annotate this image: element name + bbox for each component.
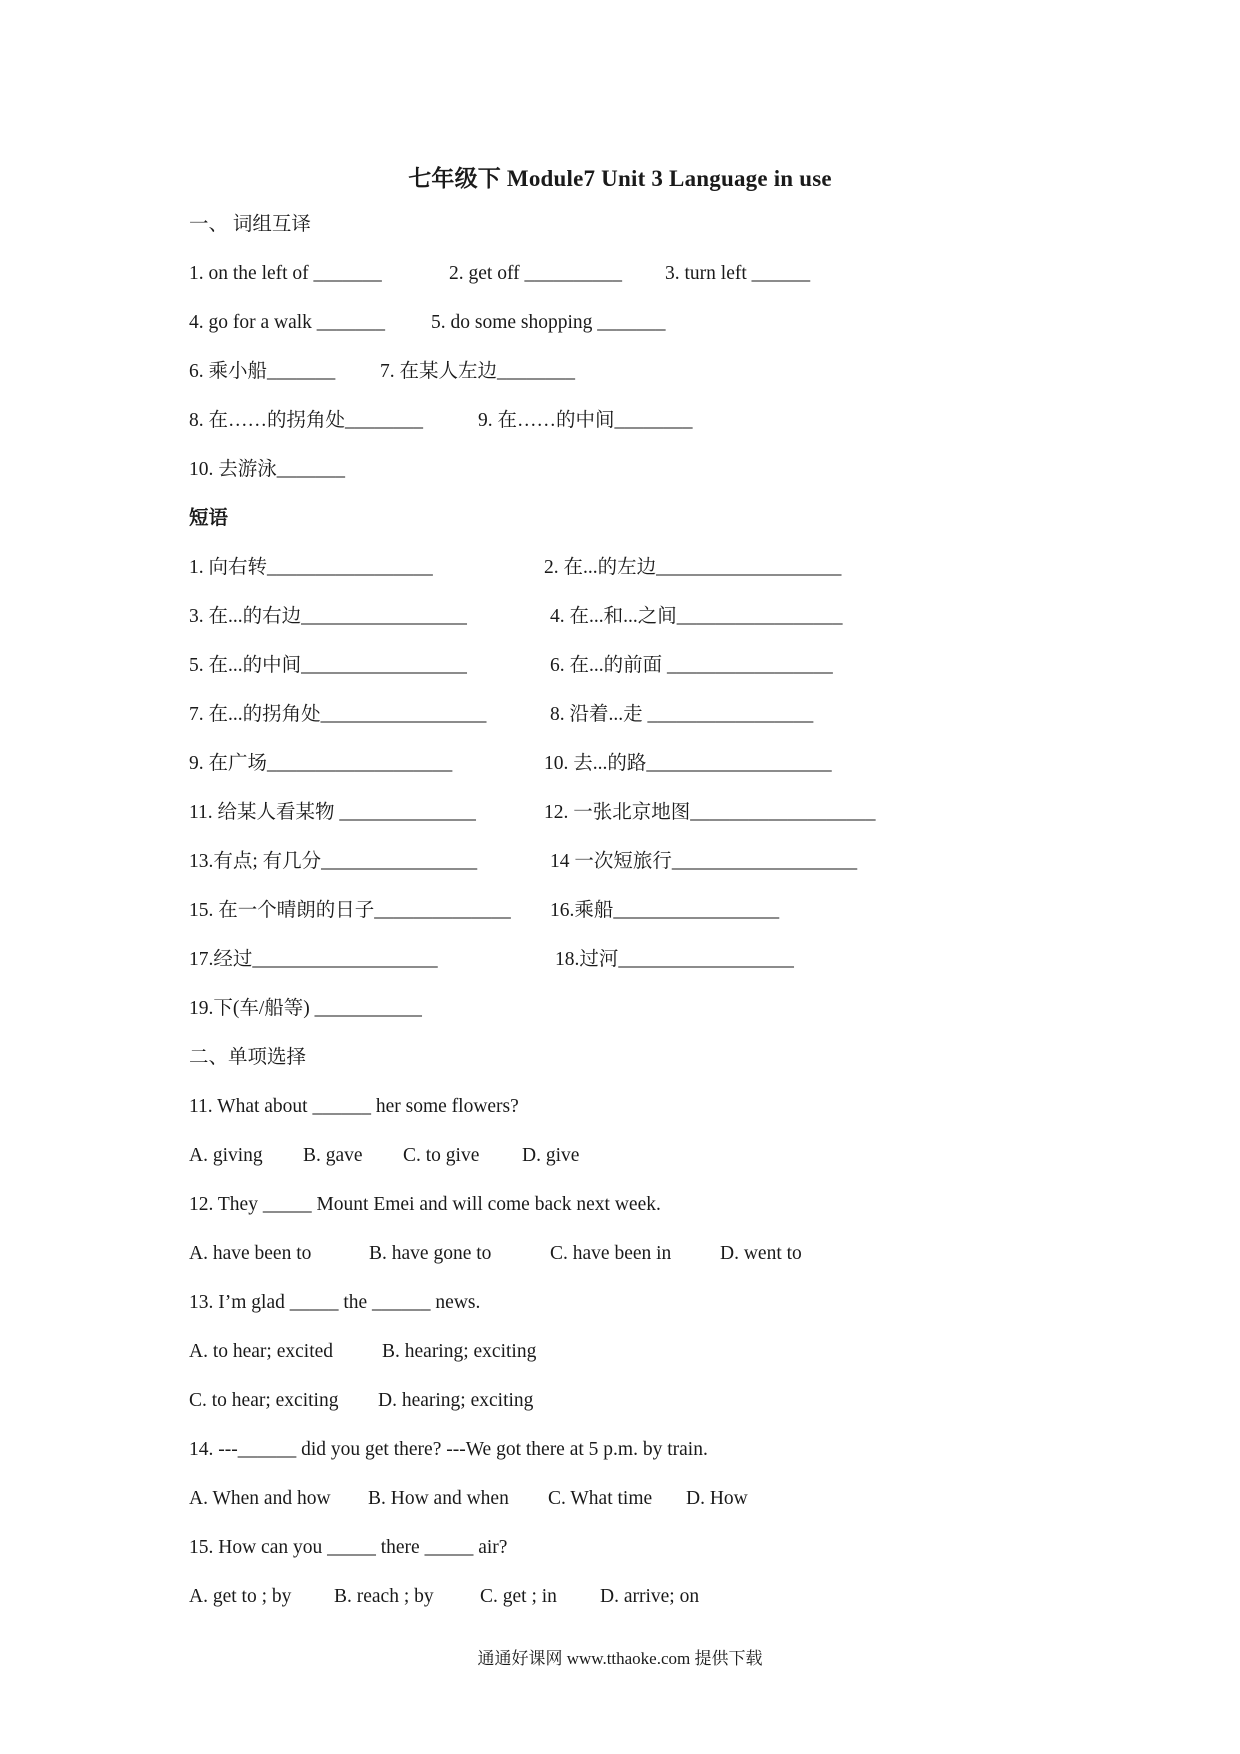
list-item: 19.下(车/船等) ___________ [189, 998, 422, 1019]
list-item: 3. turn left ______ [665, 263, 811, 284]
question-option: A. to hear; excited [189, 1341, 334, 1362]
section1-heading: 一、 词组互译 [189, 214, 311, 235]
list-item: 18.过河__________________ [555, 949, 794, 970]
list-item: 9. 在……的中间________ [478, 410, 693, 431]
question-option: B. hearing; exciting [382, 1341, 537, 1362]
section2-heading: 二、单项选择 [189, 1047, 307, 1068]
question-option: C. What time [548, 1488, 653, 1509]
question-option: B. have gone to [369, 1243, 492, 1264]
question-stem: 12. They _____ Mount Emei and will come back next week. [189, 1194, 661, 1215]
question-option: C. to give [403, 1145, 480, 1166]
page-footer: 通通好课网 www.tthaoke.com 提供下载 [477, 1649, 763, 1668]
question-option: D. How [686, 1488, 748, 1509]
question-option: B. gave [303, 1145, 363, 1166]
list-item: 10. 去...的路___________________ [544, 753, 832, 774]
list-item: 2. 在...的左边___________________ [544, 557, 842, 578]
phrases-heading: 短语 [189, 508, 229, 529]
question-option: D. hearing; exciting [378, 1390, 534, 1411]
list-item: 16.乘船_________________ [550, 900, 780, 921]
list-item: 15. 在一个晴朗的日子______________ [189, 900, 511, 921]
list-item: 4. 在...和...之间_________________ [550, 606, 843, 627]
list-item: 5. 在...的中间_________________ [189, 655, 467, 676]
list-item: 7. 在某人左边________ [380, 361, 576, 382]
page-title: 七年级下 Module7 Unit 3 Language in use [408, 166, 832, 191]
list-item: 8. 在……的拐角处________ [189, 410, 424, 431]
question-option: A. have been to [189, 1243, 312, 1264]
question-option: D. went to [720, 1243, 802, 1264]
question-option: C. get ; in [480, 1586, 557, 1607]
list-item: 2. get off __________ [449, 263, 622, 284]
list-item: 9. 在广场___________________ [189, 753, 453, 774]
question-stem: 11. What about ______ her some flowers? [189, 1096, 519, 1117]
question-option: D. arrive; on [600, 1586, 700, 1607]
question-option: A. When and how [189, 1488, 331, 1509]
list-item: 6. 在...的前面 _________________ [550, 655, 833, 676]
list-item: 11. 给某人看某物 ______________ [189, 802, 476, 823]
list-item: 4. go for a walk _______ [189, 312, 386, 333]
question-stem: 15. How can you _____ there _____ air? [189, 1537, 508, 1558]
question-option: D. give [522, 1145, 580, 1166]
question-option: A. giving [189, 1145, 263, 1166]
list-item: 7. 在...的拐角处_________________ [189, 704, 487, 725]
list-item: 8. 沿着...走 _________________ [550, 704, 814, 725]
question-stem: 13. I’m glad _____ the ______ news. [189, 1292, 481, 1313]
question-option: B. reach ; by [334, 1586, 434, 1607]
list-item: 17.经过___________________ [189, 949, 438, 970]
question-stem: 14. ---______ did you get there? ---We got there at 5 p.m. by train. [189, 1439, 708, 1460]
question-option: A. get to ; by [189, 1586, 292, 1607]
list-item: 3. 在...的右边_________________ [189, 606, 467, 627]
list-item: 1. on the left of _______ [189, 263, 382, 284]
list-item: 12. 一张北京地图___________________ [544, 802, 876, 823]
question-option: C. have been in [550, 1243, 672, 1264]
list-item: 1. 向右转_________________ [189, 557, 433, 578]
question-option: C. to hear; exciting [189, 1390, 339, 1411]
list-item: 10. 去游泳_______ [189, 459, 346, 480]
list-item: 6. 乘小船_______ [189, 361, 336, 382]
list-item: 13.有点; 有几分________________ [189, 851, 478, 872]
list-item: 5. do some shopping _______ [431, 312, 666, 333]
list-item: 14 一次短旅行___________________ [550, 851, 858, 872]
question-option: B. How and when [368, 1488, 509, 1509]
